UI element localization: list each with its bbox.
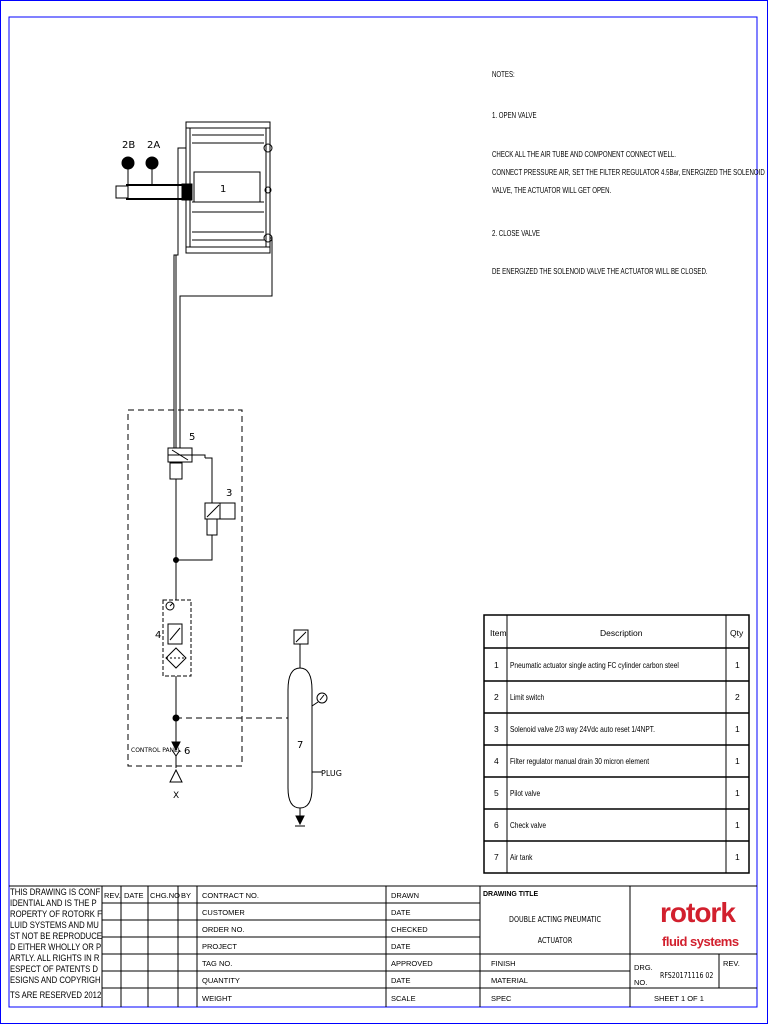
control-panel-label: CONTROL PANEL xyxy=(131,747,182,754)
actuator-tag: 1 xyxy=(220,184,227,195)
inlet-label: X xyxy=(173,791,180,801)
drawing-title-line-1: DOUBLE ACTING PNEUMATIC xyxy=(509,914,601,925)
bom-row-4-desc: Filter regulator manual drain 30 micron element xyxy=(509,756,650,767)
bom-row-7-item: 7 xyxy=(494,852,499,862)
regulator-tag: 4 xyxy=(155,630,162,641)
notes-block xyxy=(492,69,765,276)
confidential-line-7: ARTLY. ALL RIGHTS IN R xyxy=(10,952,100,964)
bom-row-2-qty: 2 xyxy=(735,692,740,702)
bom-row-3-desc: Solenoid valve 2/3 way 24Vdc auto reset 1/4NPT. xyxy=(509,724,655,735)
tank-tag: 7 xyxy=(297,740,304,751)
bom-table xyxy=(484,615,749,873)
approved-label: APPROVED xyxy=(391,959,433,968)
tag-no-label: TAG NO. xyxy=(202,959,233,968)
confidential-line-4: LUID SYSTEMS AND MU xyxy=(10,919,99,931)
bom-row-5-item: 5 xyxy=(494,788,499,798)
rev-date-header: DATE xyxy=(124,891,144,900)
bom-row-2-desc: Limit switch xyxy=(509,692,545,703)
actuator xyxy=(116,122,272,253)
spec-label: SPEC xyxy=(491,994,512,1003)
confidential-line-10: TS ARE RESERVED 2012 xyxy=(10,989,102,1001)
bom-row-4-item: 4 xyxy=(494,756,499,766)
drawn-label: DRAWN xyxy=(391,891,420,900)
drawing-title-label: DRAWING TITLE xyxy=(483,891,539,898)
notes-heading: NOTES: xyxy=(492,68,515,80)
confidential-line-2: IDENTIAL AND IS THE P xyxy=(10,897,97,909)
confidential-line-8: ESPECT OF PATENTS D xyxy=(10,963,98,975)
bom-row-6-item: 6 xyxy=(494,820,499,830)
logo-word: rotork xyxy=(660,897,735,928)
pilot-valve xyxy=(168,448,205,505)
checked-date-label: DATE xyxy=(391,942,411,951)
bom-row-3-qty: 1 xyxy=(735,724,740,734)
pneumatic-schematic xyxy=(116,122,342,826)
weight-label: WEIGHT xyxy=(202,994,232,1003)
close-line-1: DE ENERGIZED THE SOLENOID VALVE THE ACTUATOR WILL BE CLOSED. xyxy=(492,265,708,277)
bom-header-description: Description xyxy=(600,628,643,638)
bom-row-5-desc: Pilot valve xyxy=(509,788,541,799)
control-panel-border xyxy=(128,410,242,766)
switch-a-tag: 2A xyxy=(147,140,161,151)
solenoid-valve xyxy=(176,458,235,560)
approved-date-label: DATE xyxy=(391,976,411,985)
bom-row-6-qty: 1 xyxy=(735,820,740,830)
air-tank xyxy=(288,630,327,826)
open-valve-title: 1. OPEN VALVE xyxy=(492,109,537,121)
confidential-line-3: ROPERTY OF ROTORK F xyxy=(10,908,102,920)
bom-row-1-item: 1 xyxy=(494,660,499,670)
rev-label: REV. xyxy=(723,959,740,968)
finish-label: FINISH xyxy=(491,959,516,968)
filter-regulator xyxy=(163,600,191,676)
bom-row-6-desc: Check valve xyxy=(509,820,547,831)
sheet-label: SHEET 1 OF 1 xyxy=(654,994,704,1003)
bom-row-7-qty: 1 xyxy=(735,852,740,862)
switch-b-tag: 2B xyxy=(122,140,136,151)
drg-no-label-2: NO. xyxy=(634,978,648,987)
confidential-line-9: ESIGNS AND COPYRIGH xyxy=(10,974,101,986)
confidential-line-1: THIS DRAWING IS CONF xyxy=(10,886,101,898)
open-line-1: CHECK ALL THE AIR TUBE AND COMPONENT CONNECT WELL. xyxy=(492,148,676,160)
close-valve-title: 2. CLOSE VALVE xyxy=(492,227,540,239)
bom-header-qty: Qty xyxy=(730,628,744,638)
bom-row-5-qty: 1 xyxy=(735,788,740,798)
checked-label: CHECKED xyxy=(391,925,428,934)
limit-switch-b xyxy=(122,157,134,186)
confidential-line-5: ST NOT BE REPRODUCE xyxy=(10,930,102,942)
limit-switch-a xyxy=(146,157,158,186)
bom-row-1-qty: 1 xyxy=(735,660,740,670)
open-line-2: CONNECT PRESSURE AIR, SET THE FILTER REGULATOR 4.5Bar, ENERGIZED THE SOLENOID xyxy=(492,166,765,178)
inner-frame xyxy=(9,17,757,1007)
logo-sub: fluid systems xyxy=(662,934,739,949)
drg-no-value: RFS20171116 02 xyxy=(660,970,714,981)
drg-no-label-1: DRG. xyxy=(634,963,653,972)
rev-by-header: BY xyxy=(181,891,192,900)
material-label: MATERIAL xyxy=(491,976,528,985)
bom-row-7-desc: Air tank xyxy=(509,852,533,863)
quantity-label: QUANTITY xyxy=(202,976,240,985)
customer-label: CUSTOMER xyxy=(202,908,245,917)
rev-header: REV. xyxy=(104,891,121,900)
scale-label: SCALE xyxy=(391,994,416,1003)
bom-row-4-qty: 1 xyxy=(735,756,740,766)
drawn-date-label: DATE xyxy=(391,908,411,917)
bom-row-3-item: 3 xyxy=(494,724,499,734)
bom-row-1-desc: Pneumatic actuator single acting FC cylinder carbon steel xyxy=(509,660,679,671)
open-line-3: VALVE, THE ACTUATOR WILL GET OPEN. xyxy=(492,184,612,196)
confidential-line-6: D EITHER WHOLLY OR P xyxy=(10,941,102,953)
rev-chgno-header: CHG.NO xyxy=(150,891,180,900)
check-valve-tag: 6 xyxy=(184,746,191,757)
order-no-label: ORDER NO. xyxy=(202,925,245,934)
rotork-logo xyxy=(660,897,739,949)
title-block-grid xyxy=(9,886,757,1007)
drawing-title-line-2: ACTUATOR xyxy=(537,935,573,946)
bom-row-2-item: 2 xyxy=(494,692,499,702)
project-label: PROJECT xyxy=(202,942,238,951)
pilot-valve-tag: 5 xyxy=(189,432,196,443)
plug-label: PLUG xyxy=(321,769,342,778)
contract-no-label: CONTRACT NO. xyxy=(202,891,259,900)
solenoid-tag: 3 xyxy=(226,488,233,499)
bom-header-item: Item xyxy=(490,628,507,638)
